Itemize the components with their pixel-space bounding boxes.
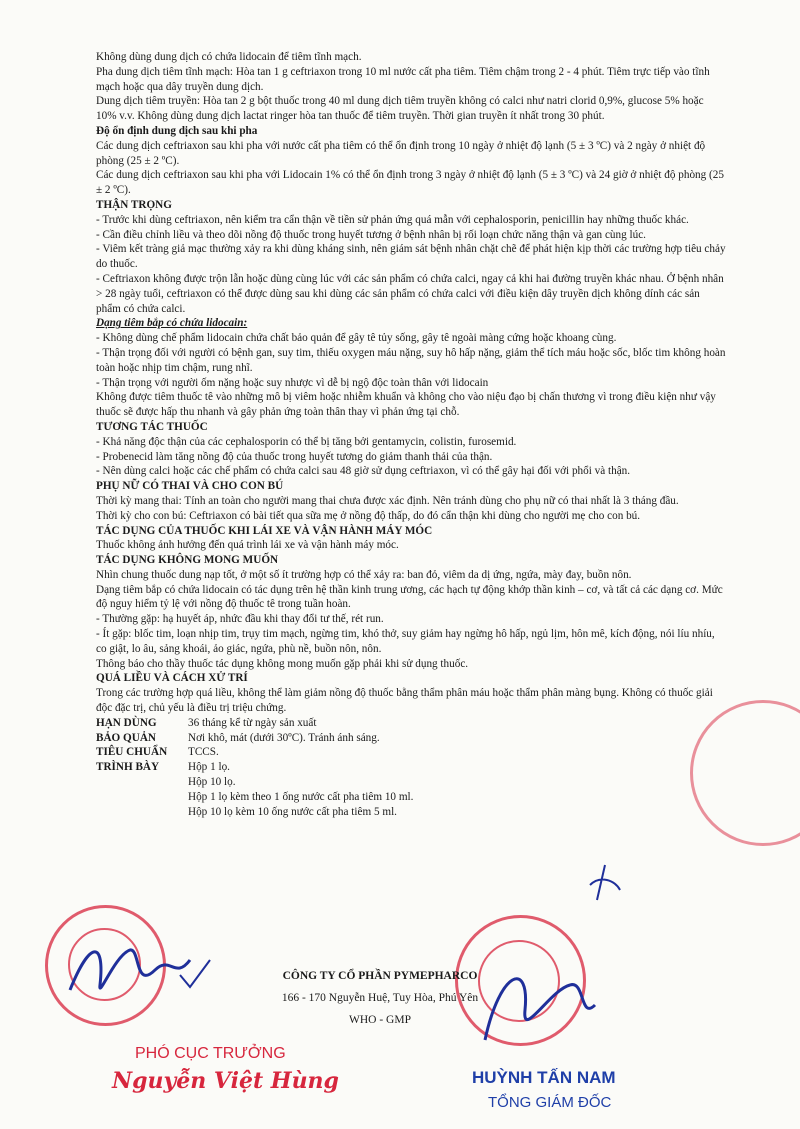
product-info-table	[96, 716, 726, 775]
section-heading: PHỤ NỮ CÓ THAI VÀ CHO CON BÚ	[96, 480, 284, 493]
right-signer-name: HUỲNH TẤN NAM	[472, 1068, 616, 1087]
paragraph: Không dùng dung dịch có chứa lidocain để tiêm tĩnh mạch.	[96, 51, 362, 63]
section-heading: TƯƠNG TÁC THUỐC	[96, 420, 208, 433]
paragraph: - Viêm kết tràng giả mạc thường xảy ra khi dùng kháng sinh, nên giám sát bệnh nhân chặt chẽ để phát hiện kịp thời các trường hợp tiêu chảy do thuốc.	[96, 243, 726, 271]
packaging-item: Hộp 10 lọ kèm 10 ống nước cất pha tiêm 5 ml.	[188, 805, 397, 818]
paragraph: Pha dung dịch tiêm tĩnh mạch: Hòa tan 1 g ceftriaxon trong 10 ml nước cất pha tiêm. Tiêm chậm trong 2 - 4 phút. Tiêm trực tiếp vào tĩnh mạch hoặc qua dây truyền dung dịch.	[96, 65, 710, 93]
packaging-item: Hộp 10 lọ.	[188, 776, 236, 789]
paragraph: - Thận trọng với người ốm nặng hoặc suy nhược vì dễ bị ngộ độc toàn thân với lidocain	[96, 376, 489, 389]
info-label: TIÊU CHUẨN	[96, 746, 168, 759]
paragraph: Trong các trường hợp quá liều, không thể làm giảm nồng độ thuốc bằng thẩm phân máu hoặc thẩm phân màng bụng. Không có thuốc giải độc đặc trị, chủ yếu là điều trị triệu chứng.	[96, 687, 713, 715]
paragraph: - Ít gặp: blốc tim, loạn nhịp tim, trụy tim mạch, ngừng tim, khó thở, suy giảm hay ngừng hô hấp, ngủ lịm, hôn mê, kích động, nói líu nhíu, co giật, lo âu, sảng khoái, ảo giác, ngứa, phù nề, buồn nôn, nôn.	[96, 628, 715, 655]
paragraph: Thời kỳ mang thai: Tính an toàn cho người mang thai chưa được xác định. Nên tránh dùng cho phụ nữ có thai nhất là 3 tháng đầu.	[96, 494, 679, 507]
paragraph: Dạng tiêm bắp có chứa lidocain có tác dụng trên hệ thần kinh trung ương, các hạch tự động khớp thần kinh – cơ, và tất cả các dạng cơ. Mức độ nguy hiểm tỷ lệ với nồng độ thuốc tê trong tuần hoàn.	[96, 583, 723, 611]
paragraph: - Không dùng chế phẩm lidocain chứa chất bảo quản để gây tê tủy sống, gây tê ngoài màng cứng hoặc khoang cùng.	[96, 332, 617, 345]
paragraph: - Probenecid làm tăng nồng độ của thuốc trong huyết tương do giảm thanh thải của thận.	[96, 450, 493, 463]
paragraph: - Thường gặp: hạ huyết áp, nhức đầu khi thay đổi tư thế, rét run.	[96, 613, 384, 626]
paragraph: - Ceftriaxon không được trộn lẫn hoặc dùng cùng lúc với các sản phẩm có chứa calci, ngay cả khi hai đường truyền khác nhau. Ở bệnh nhân > 28 ngày tuổi, ceftriaxon có thể được dùng sau khi dùng các sản phẩm có chứa calci với điều kiện dây truyền dịch không dính các sản phẩm có chứa calci.	[96, 272, 724, 315]
packaging-item: Hộp 1 lọ kèm theo 1 ống nước cất pha tiêm 10 ml.	[188, 790, 414, 803]
info-row	[96, 731, 726, 746]
packaging-list	[96, 775, 726, 819]
paragraph: Thời kỳ cho con bú: Ceftriaxon có bài tiết qua sữa mẹ ở nồng độ thấp, do đó cẩn thận khi dùng cho người mẹ cho con bú.	[96, 509, 641, 522]
paragraph: - Trước khi dùng ceftriaxon, nên kiểm tra cẩn thận về tiền sử phản ứng quá mẫn với cephalosporin, penicillin hay những thuốc khác.	[96, 213, 689, 226]
paragraph: Thông báo cho thầy thuốc tác dụng không mong muốn gặp phải khi sử dụng thuốc.	[96, 657, 469, 670]
gmp-label: WHO - GMP	[349, 1014, 411, 1026]
paragraph: Nhìn chung thuốc dung nạp tốt, ở một số ít trường hợp có thể xảy ra: ban đỏ, viêm da dị ứng, ngứa, mày đay, buồn nôn.	[96, 568, 632, 581]
paragraph: - Thận trọng đối với người có bệnh gan, suy tim, thiếu oxygen máu nặng, suy hô hấp nặng, giảm thể tích máu hoặc sốc, blốc tim không hoàn toàn hoặc nhịp tim chậm, rung nhĩ.	[96, 346, 726, 374]
left-check-mark	[175, 955, 215, 995]
info-row	[96, 716, 726, 731]
company-footer	[230, 965, 530, 1031]
info-row	[96, 760, 726, 775]
info-label: TRÌNH BÀY	[96, 761, 160, 774]
section-heading: Dạng tiêm bắp có chứa lidocain:	[96, 317, 248, 330]
paragraph: Dung dịch tiêm truyền: Hòa tan 2 g bột thuốc trong 40 ml dung dịch tiêm truyền không có calci như natri clorid 0,9%, glucose 5% hoặc 10% v.v. Không dùng dung dịch lactat ringer hòa tan thuốc để tiêm truyền. Thời gian truyền ít nhất trong 30 phút.	[96, 95, 704, 123]
info-value: Nơi khô, mát (dưới 30ºC). Tránh ánh sáng.	[188, 731, 380, 744]
section-heading: TÁC DỤNG CỦA THUỐC KHI LÁI XE VÀ VẬN HÀNH MÁY MÓC	[96, 524, 433, 537]
section-heading: Độ ổn định dung dịch sau khi pha	[96, 124, 258, 137]
paragraph: Thuốc không ảnh hưởng đến quá trình lái xe và vận hành máy móc.	[96, 539, 399, 552]
company-address: 166 - 170 Nguyễn Huệ, Tuy Hòa, Phú Yên	[281, 992, 479, 1004]
leaflet-text	[96, 50, 726, 716]
section-heading: THẬN TRỌNG	[96, 198, 172, 211]
paragraph: - Cần điều chỉnh liều và theo dõi nồng độ thuốc trong huyết tương ở bệnh nhân bị rối loạn chức năng thận và gan cùng lúc.	[96, 228, 646, 241]
paragraph: Không được tiêm thuốc tê vào những mô bị viêm hoặc nhiễm khuẩn và không cho vào niệu đạo bị chấn thương vì trong điều kiện như vậy thuốc sẽ được hấp thu nhanh và gây phản ứng toàn thân thay vì phản ứng tại chỗ.	[96, 391, 716, 419]
section-heading: QUÁ LIỀU VÀ CÁCH XỬ TRÍ	[96, 672, 248, 685]
info-label: HẠN DÙNG	[96, 716, 157, 729]
info-value: 36 tháng kể từ ngày sản xuất	[188, 716, 317, 729]
section-heading: TÁC DỤNG KHÔNG MONG MUỐN	[96, 554, 279, 567]
leaflet-body	[96, 50, 726, 819]
right-signer-title: TỔNG GIÁM ĐỐC	[488, 1094, 612, 1111]
info-label: BẢO QUẢN	[96, 731, 156, 744]
company-name: CÔNG TY CỔ PHẦN PYMEPHARCO	[282, 970, 478, 982]
right-initial-mark	[585, 860, 625, 910]
paragraph: - Khả năng độc thận của các cephalosporin có thể bị tăng bởi gentamycin, colistin, furosemid.	[96, 435, 517, 448]
info-row	[96, 745, 726, 760]
paragraph: Các dung dịch ceftriaxon sau khi pha với nước cất pha tiêm có thể ổn định trong 10 ngày ở nhiệt độ lạnh (5 ± 3 ºC) và 2 ngày ở nhiệt độ phòng (25 ± 2 ºC).	[96, 139, 706, 167]
left-signer-title: PHÓ CỤC TRƯỞNG	[135, 1045, 286, 1062]
info-value: Hộp 1 lọ.	[188, 761, 230, 774]
paragraph: - Nên dùng calci hoặc các chế phẩm có chứa calci sau 48 giờ sử dụng ceftriaxon, vì có thể gây hại đối với phổi và thận.	[96, 465, 631, 478]
info-value: TCCS.	[188, 746, 219, 759]
left-signer-name: Nguyễn Việt Hùng	[112, 1068, 339, 1094]
paragraph: Các dung dịch ceftriaxon sau khi pha với Lidocain 1% có thể ổn định trong 3 ngày ở nhiệt độ lạnh (5 ± 3 ºC) và 24 giờ ở nhiệt độ phòng (25 ± 2 ºC).	[96, 169, 724, 197]
